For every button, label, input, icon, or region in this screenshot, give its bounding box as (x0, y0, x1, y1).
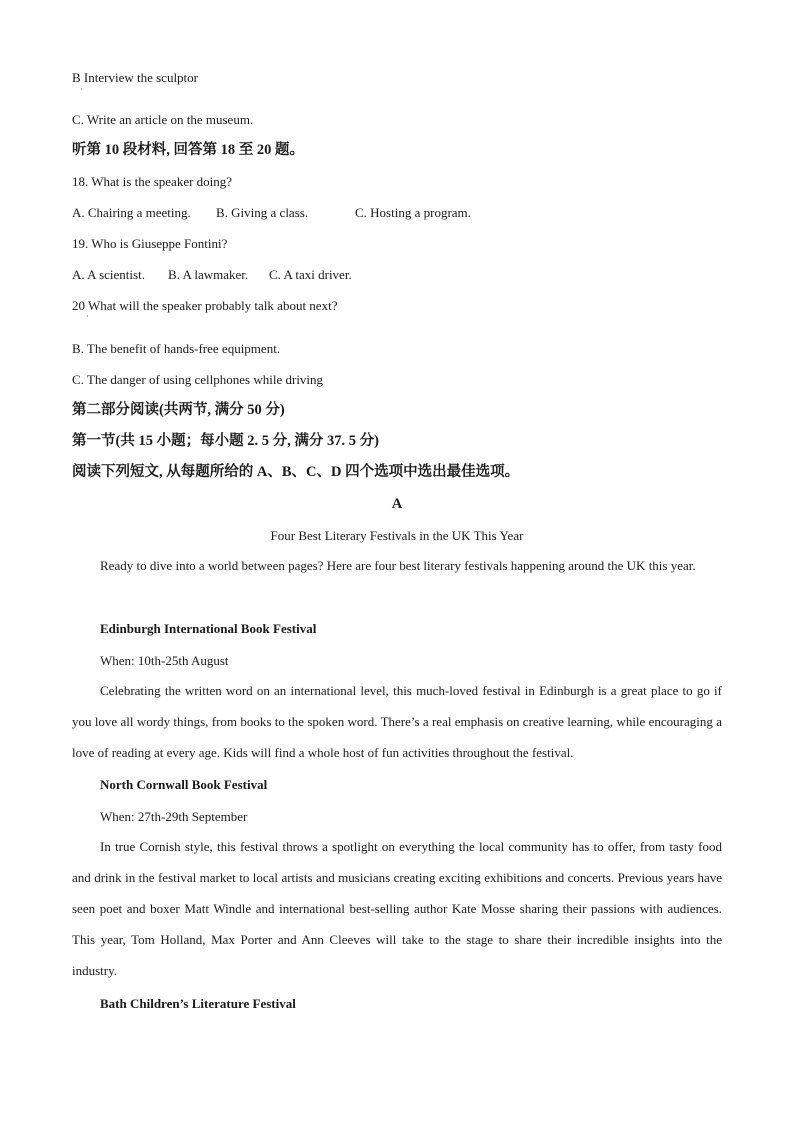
reading-instructions: 阅读下列短文, 从每题所给的 A、B、C、D 四个选项中选出最佳选项。 (72, 464, 520, 480)
reading-part-header: 第二部分阅读(共两节, 满分 50 分) (72, 402, 285, 418)
section10-header: 听第 10 段材料, 回答第 18 至 20 题。 (72, 142, 304, 158)
festival-name: North Cornwall Book Festival (100, 777, 268, 792)
passage-letter: A (391, 496, 403, 512)
passage-intro: Ready to dive into a world between pages? Here are four best literary festivals happening around the UK this year. (100, 558, 696, 573)
q18-option-b: B. Giving a class. (216, 205, 309, 220)
dot-mark: · (86, 312, 89, 321)
q17-option-c: C. Write an article on the museum. (72, 112, 254, 127)
dot-mark: · (80, 85, 83, 94)
festival-description: Celebrating the written word on an international level, this much-loved festival in Edinburgh is a great place to go if you love all wordy things, from books to the spoken word. There’s a real emphasis on creative learning, while encouraging a love of reading at every age. Kids will find a whole host of fun activities throughout the festival. (72, 683, 722, 760)
q19-option-b: B. A lawmaker. (168, 267, 249, 282)
festival-when: When: 27th-29th September (100, 809, 248, 824)
q18-question: 18. What is the speaker doing? (72, 174, 233, 189)
q18-option-c: C. Hosting a program. (355, 205, 471, 220)
q20-question: 20 What will the speaker probably talk about next? (72, 298, 338, 313)
q19-options (72, 266, 722, 283)
q19-option-a: A. A scientist. (72, 267, 145, 282)
festival-name: Edinburgh International Book Festival (100, 621, 317, 636)
passage-title: Four Best Literary Festivals in the UK This Year (270, 528, 524, 543)
q20-option-c: C. The danger of using cellphones while driving (72, 372, 324, 387)
q17-option-b: B Interview the sculptor (72, 70, 198, 85)
festival-description: In true Cornish style, this festival throws a spotlight on everything the local community has to offer, from tasty food and drink in the festival market to local artists and musicians creating exciting exhibitions and concerts. Previous years have seen poet and boxer Matt Windle and international best-selling author Kate Mosse sharing their passions with audiences. This year, Tom Holland, Max Porter and Ann Cleeves will take to the stage to share their incredible insights into the industry. (72, 839, 722, 978)
festival-when: When: 10th-25th August (100, 653, 229, 668)
q18-option-a: A. Chairing a meeting. (72, 205, 191, 220)
q20-option-b: B. The benefit of hands-free equipment. (72, 341, 281, 356)
q18-options (72, 204, 722, 221)
reading-section-header: 第一节(共 15 小题；每小题 2. 5 分, 满分 37. 5 分) (72, 433, 379, 449)
festival-name: Bath Children’s Literature Festival (100, 996, 296, 1011)
q19-option-c: C. A taxi driver. (269, 267, 352, 282)
q19-question: 19. Who is Giuseppe Fontini? (72, 236, 228, 251)
